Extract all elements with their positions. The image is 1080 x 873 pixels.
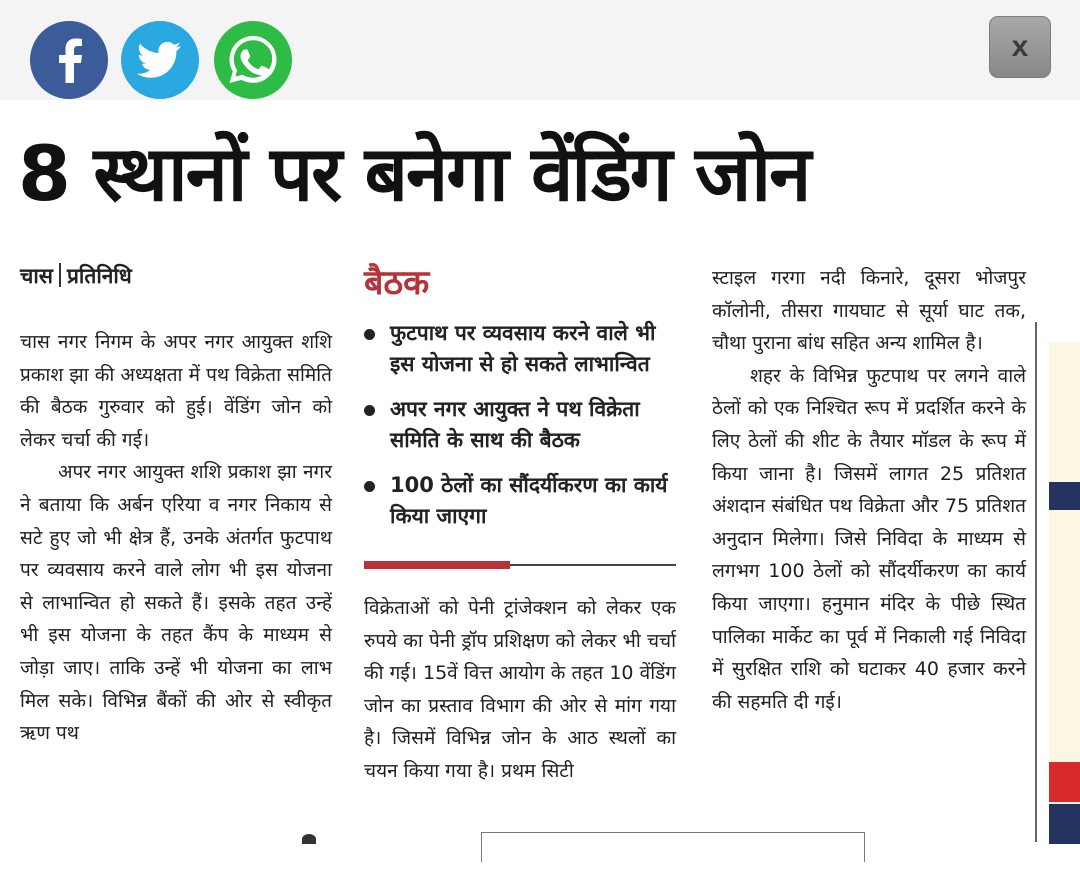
article-column-2: [364, 592, 676, 788]
byline-separator: [59, 263, 61, 287]
column3-paragraph-1: स्टाइल गरगा नदी किनारे, दूसरा भोजपुर कॉलोनी, तीसरा गायघाट से सूर्या घाट तक, चौथा पुराना बांध सहित अन्य शामिल है।: [712, 267, 1026, 355]
article-column-1: [20, 326, 332, 750]
bullet-icon: [364, 481, 375, 492]
byline-place: चास: [20, 264, 53, 288]
whatsapp-share-button[interactable]: [214, 21, 292, 99]
column1-paragraph-2: अपर नगर आयुक्त शशि प्रकाश झा नगर ने बताया कि अर्बन एरिया व नगर निकाय से सटे हुए जो भी क्षेत्र हैं, उनके अंतर्गत फुटपाथ पर व्यवसाय करने वाले लोग भी इस योजना से लाभान्वित हो सकते हैं। इसके तहत उन्हें भी इस योजना के तहत कैंप के माध्यम से जोड़ा जाए। ताकि उन्हें भी योजना का लाभ मिल सके। विभिन्न बैंकों की ओर से स्वीकृत ऋण पथ: [20, 461, 332, 745]
highlight-item: [364, 470, 684, 532]
bottom-clipped-mark: [302, 834, 316, 844]
adjacent-strip-band: [1049, 482, 1080, 510]
bullet-icon: [364, 329, 375, 340]
highlight-item-text: अपर नगर आयुक्त ने पथ विक्रेता समिति के साथ की बैठक: [390, 397, 640, 452]
adjacent-strip-band: [1049, 762, 1080, 802]
highlights-divider-accent: [364, 561, 510, 569]
adjacent-strip-band: [1049, 804, 1080, 844]
close-button[interactable]: x: [989, 16, 1051, 78]
column3-paragraph-2: शहर के विभिन्न फुटपाथ पर लगने वाले ठेलों को एक निश्चित रूप में प्रदर्शित करने के लिए ठेलों की शीट के तैयार मॉडल के रूप में किया जाना है। जिसमें लागत 25 प्रतिशत अंशदान संबंधित पथ विक्रेता और 75 प्रतिशत अनुदान मिलेगा। जिसे निविदा के माध्यम से लगभग 100 ठेलों को सौंदर्यीकरण का कार्य किया जाएगा। हनुमान मंदिर के पीछे स्थित पालिका मार्केट का पूर्व में निकाली गई निविदा में सुरक्षित राशि को घटाकर 40 हजार करने की सहमति दी गई।: [712, 364, 1026, 713]
highlight-item-text: फुटपाथ पर व्यवसाय करने वाले भी इस योजना से हो सकते लाभान्वित: [390, 321, 656, 376]
column2-paragraph: विक्रेताओं को पेनी ट्रांजेक्शन को लेकर एक रुपये का पेनी ड्रॉप प्रशिक्षण को लेकर भी चर्चा की गई। 15वें वित्त आयोग के तहत 10 वेंडिंग जोन का प्रस्ताव विभाग की ओर से मांग गया है। जिसमें विभिन्न जोन के आठ स्थलों का चयन किया गया है। प्रथम सिटी: [364, 597, 676, 782]
share-toolbar: [0, 0, 1080, 100]
byline: [20, 262, 132, 290]
facebook-icon: [30, 21, 108, 99]
article-headline: 8 स्थानों पर बनेगा वेंडिंग जोन: [18, 129, 810, 218]
column1-paragraph-1: चास नगर निगम के अपर नगर आयुक्त शशि प्रकाश झा की अध्यक्षता में पथ विक्रेता समिति की बैठक गुरुवार को हुई। वेंडिंग जोन को लेकर चर्चा की गई।: [20, 331, 332, 451]
byline-reporter: प्रतिनिधि: [66, 264, 132, 288]
article-column-3: [712, 262, 1026, 718]
bullet-icon: [364, 405, 375, 416]
highlight-item-text: 100 ठेलों का सौंदर्यीकरण का कार्य किया जाएगा: [390, 473, 668, 528]
facebook-share-button[interactable]: [30, 21, 108, 99]
highlight-item: [364, 318, 684, 380]
highlights-list: [364, 318, 684, 546]
adjacent-page-strip: [1035, 322, 1080, 842]
highlight-item: [364, 394, 684, 456]
twitter-share-button[interactable]: [121, 21, 199, 99]
highlights-title: बैठक: [364, 263, 430, 303]
whatsapp-icon: [214, 21, 292, 99]
bottom-clipped-box: [481, 832, 865, 862]
twitter-icon: [121, 21, 199, 99]
